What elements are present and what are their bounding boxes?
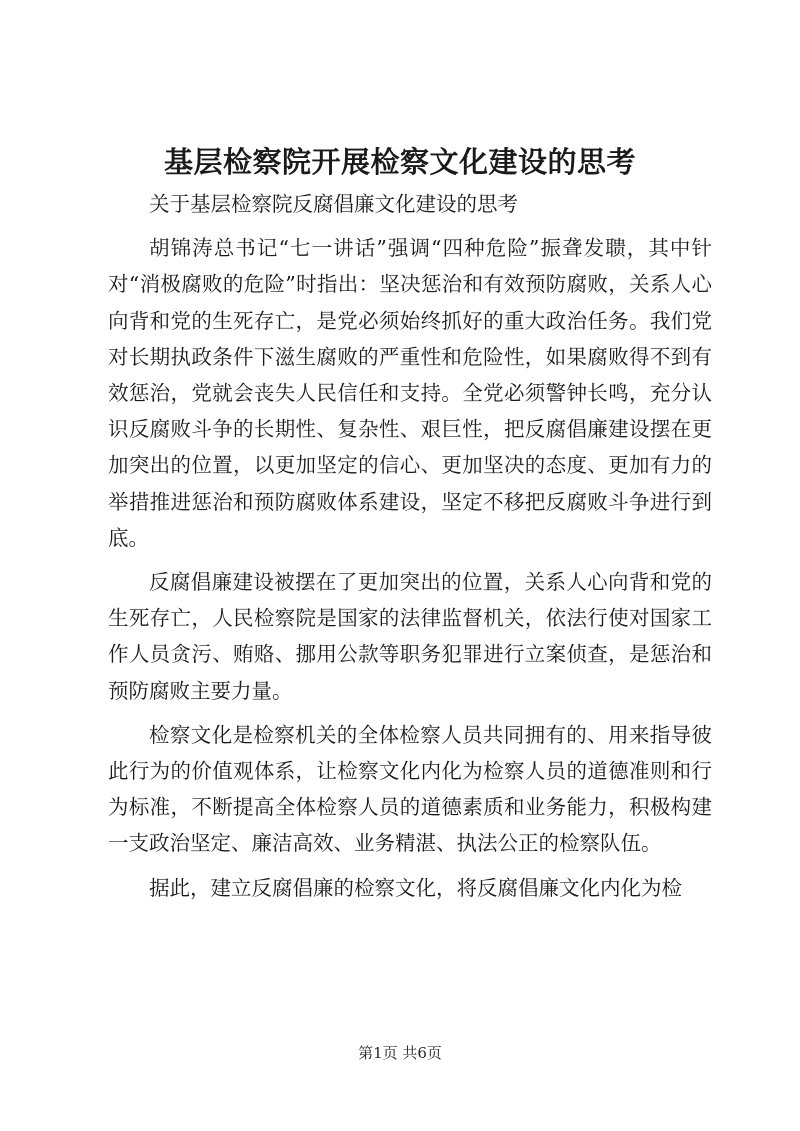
document-title: 基层检察院开展检察文化建设的思考 bbox=[163, 145, 636, 179]
document-body bbox=[108, 186, 712, 914]
subtitle-paragraph: 关于基层检察院反腐倡廉文化建设的思考 bbox=[149, 192, 518, 216]
body-paragraph: 检察文化是检察机关的全体检察人员共同拥有的、用来指导彼此行为的价值观体系，让检察文化内化为检察人员的道德准则和行为标准，不断提高全体检察人员的道德素质和业务能力，积极构建一支政治坚定、廉洁高效、业务精湛、执法公正的检察队伍。 bbox=[108, 722, 712, 856]
page-number-footer: 第1页 共6页 bbox=[358, 1044, 442, 1062]
body-paragraph: 反腐倡廉建设被摆在了更加突出的位置，关系人心向背和党的生死存亡，人民检察院是国家的法律监督机关，依法行使对国家工作人员贪污、贿赂、挪用公款等职务犯罪进行立案侦查，是惩治和预防腐败主要力量。 bbox=[108, 570, 712, 703]
body-paragraph: 胡锦涛总书记“七一讲话”强调“四种危险”振聋发聩，其中针对“消极腐败的危险”时指出：坚决惩治和有效预防腐败，关系人心向背和党的生死存亡，是党必须始终抓好的重大政治任务。我们党对长期执政条件下滋生腐败的严重性和危险性，如果腐败得不到有效惩治，党就会丧失人民信任和支持。全党必须警钟长鸣，充分认识反腐败斗争的长期性、复杂性、艰巨性，把反腐倡廉建设摆在更加突出的位置，以更加坚定的信心、更加坚决的态度、更加有力的举措推进惩治和预防腐败体系建设，坚定不移把反腐败斗争进行到底。 bbox=[108, 236, 712, 550]
body-paragraph: 据此，建立反腐倡廉的检察文化，将反腐倡廉文化内化为检 bbox=[149, 875, 682, 900]
